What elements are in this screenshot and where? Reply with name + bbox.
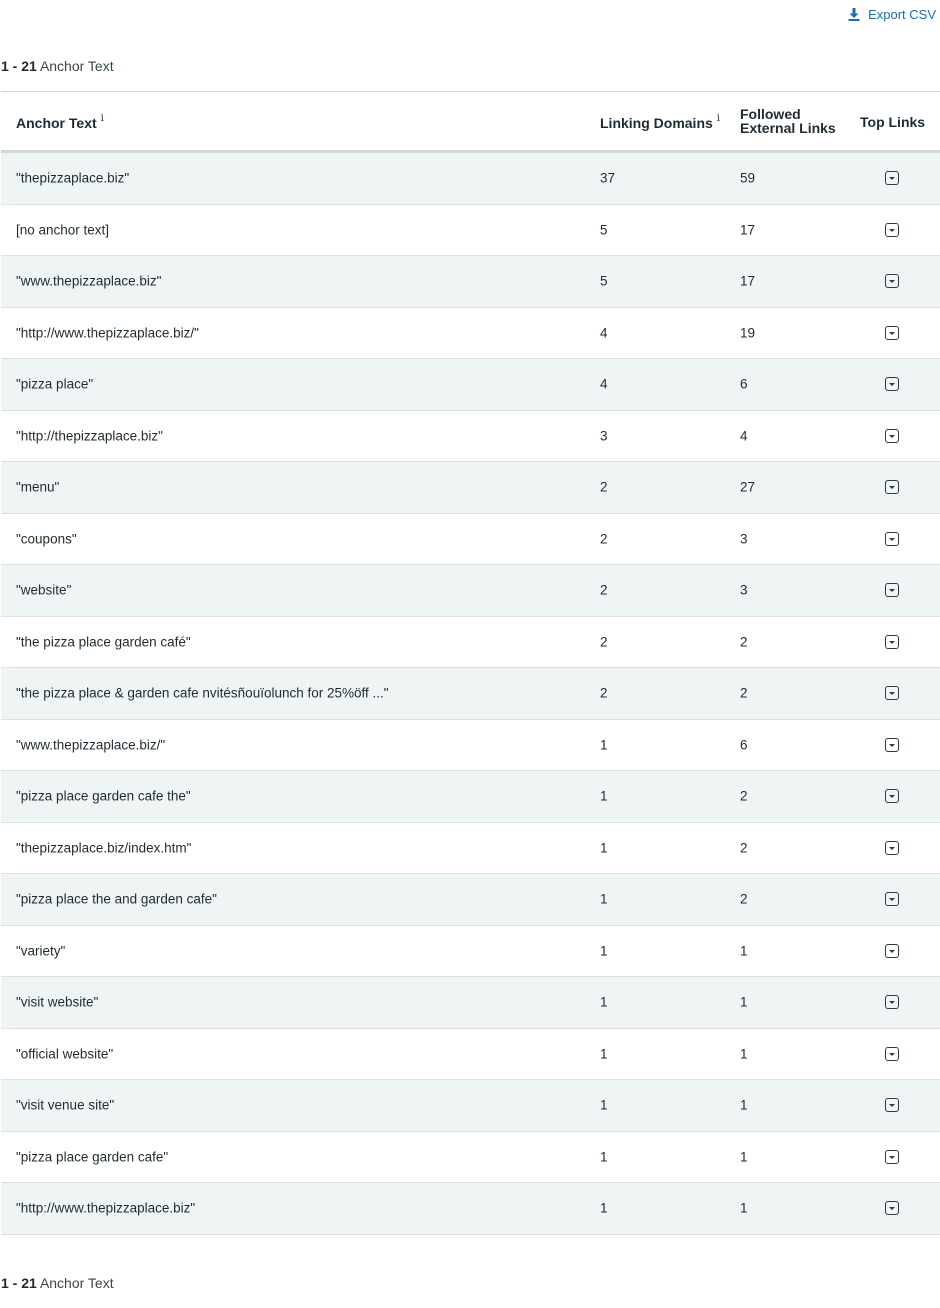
followed-links-cell: 1 xyxy=(740,994,748,1010)
table-row xyxy=(1,720,940,772)
top-links-expand-icon[interactable] xyxy=(885,223,899,237)
followed-links-cell: 4 xyxy=(740,428,748,444)
top-links-expand-icon[interactable] xyxy=(885,429,899,443)
followed-links-cell: 1 xyxy=(740,943,748,959)
top-links-expand-icon[interactable] xyxy=(885,1047,899,1061)
linking-domains-cell: 4 xyxy=(600,376,608,392)
followed-links-cell: 1 xyxy=(740,1149,748,1165)
table-row xyxy=(1,1080,940,1132)
anchor-text-cell: "www.thepizzaplace.biz/" xyxy=(16,737,166,753)
followed-links-cell: 17 xyxy=(740,273,756,289)
table-header xyxy=(1,92,940,153)
table-row xyxy=(1,462,940,514)
anchor-text-cell: "http://www.thepizzaplace.biz" xyxy=(16,1200,196,1216)
table-row xyxy=(1,1183,940,1235)
followed-links-cell: 27 xyxy=(740,479,756,495)
column-header-followed-line2: External Links xyxy=(740,120,836,136)
top-links-expand-icon[interactable] xyxy=(885,841,899,855)
linking-domains-cell: 5 xyxy=(600,273,608,289)
top-links-expand-icon[interactable] xyxy=(885,738,899,752)
linking-domains-cell: 5 xyxy=(600,222,608,238)
results-range-bottom xyxy=(1,1275,114,1291)
anchor-text-cell: "http://www.thepizzaplace.biz/" xyxy=(16,325,199,341)
anchor-text-table xyxy=(1,91,940,1235)
table-row xyxy=(1,771,940,823)
table-row xyxy=(1,153,940,205)
export-csv-label: Export CSV xyxy=(868,7,936,22)
table-row xyxy=(1,256,940,308)
followed-links-cell: 2 xyxy=(740,840,748,856)
table-row xyxy=(1,874,940,926)
followed-links-cell: 3 xyxy=(740,582,748,598)
linking-domains-cell: 2 xyxy=(600,479,608,495)
top-links-expand-icon[interactable] xyxy=(885,532,899,546)
table-row xyxy=(1,823,940,875)
top-links-expand-icon[interactable] xyxy=(885,1098,899,1112)
table-body xyxy=(1,153,940,1235)
followed-links-cell: 2 xyxy=(740,891,748,907)
anchor-text-cell: "pizza place garden cafe the" xyxy=(16,788,191,804)
range-numbers: 1 - 21 xyxy=(1,1275,37,1291)
anchor-text-cell: "www.thepizzaplace.biz" xyxy=(16,273,162,289)
top-links-expand-icon[interactable] xyxy=(885,274,899,288)
anchor-text-cell: "pizza place garden cafe" xyxy=(16,1149,169,1165)
table-row xyxy=(1,926,940,978)
table-row xyxy=(1,514,940,566)
followed-links-cell: 3 xyxy=(740,531,748,547)
anchor-text-cell: "the pizza place & garden cafe nvitésñouïolunch for 25%öff ..." xyxy=(16,685,389,701)
top-links-expand-icon[interactable] xyxy=(885,1150,899,1164)
linking-domains-cell: 1 xyxy=(600,840,608,856)
followed-links-cell: 19 xyxy=(740,325,756,341)
column-header-followed-line1: Followed xyxy=(740,106,801,122)
linking-domains-cell: 1 xyxy=(600,943,608,959)
export-csv-button[interactable] xyxy=(848,7,936,22)
column-header-anchor-text[interactable] xyxy=(16,115,104,131)
linking-domains-cell: 1 xyxy=(600,1097,608,1113)
table-row xyxy=(1,565,940,617)
followed-links-cell: 1 xyxy=(740,1046,748,1062)
download-icon xyxy=(848,8,860,21)
top-links-expand-icon[interactable] xyxy=(885,171,899,185)
top-links-expand-icon[interactable] xyxy=(885,1201,899,1215)
table-row xyxy=(1,411,940,463)
anchor-text-cell: "pizza place the and garden cafe" xyxy=(16,891,217,907)
linking-domains-cell: 1 xyxy=(600,788,608,804)
anchor-text-cell: "thepizzaplace.biz" xyxy=(16,170,130,186)
top-links-expand-icon[interactable] xyxy=(885,995,899,1009)
linking-domains-cell: 4 xyxy=(600,325,608,341)
top-links-expand-icon[interactable] xyxy=(885,583,899,597)
table-row xyxy=(1,617,940,669)
top-links-expand-icon[interactable] xyxy=(885,377,899,391)
anchor-text-cell: [no anchor text] xyxy=(16,222,110,238)
info-icon[interactable]: i xyxy=(716,113,720,124)
linking-domains-cell: 1 xyxy=(600,737,608,753)
followed-links-cell: 2 xyxy=(740,634,748,650)
top-links-expand-icon[interactable] xyxy=(885,944,899,958)
followed-links-cell: 1 xyxy=(740,1097,748,1113)
followed-links-cell: 17 xyxy=(740,222,756,238)
anchor-text-cell: "variety" xyxy=(16,943,66,959)
followed-links-cell: 2 xyxy=(740,788,748,804)
anchor-text-cell: "pizza place" xyxy=(16,376,94,392)
anchor-text-cell: "http://thepizzaplace.biz" xyxy=(16,428,163,444)
linking-domains-cell: 1 xyxy=(600,891,608,907)
linking-domains-cell: 2 xyxy=(600,685,608,701)
linking-domains-cell: 2 xyxy=(600,582,608,598)
linking-domains-cell: 3 xyxy=(600,428,608,444)
results-range-top xyxy=(1,58,114,74)
followed-links-cell: 2 xyxy=(740,685,748,701)
followed-links-cell: 6 xyxy=(740,376,748,392)
anchor-text-cell: "the pizza place garden café" xyxy=(16,634,191,650)
table-row xyxy=(1,668,940,720)
info-icon[interactable]: i xyxy=(100,113,104,124)
range-label: Anchor Text xyxy=(39,1275,114,1291)
top-links-expand-icon[interactable] xyxy=(885,635,899,649)
linking-domains-cell: 1 xyxy=(600,1046,608,1062)
anchor-text-cell: "visit venue site" xyxy=(16,1097,115,1113)
linking-domains-cell: 1 xyxy=(600,1149,608,1165)
linking-domains-cell: 2 xyxy=(600,531,608,547)
range-label: Anchor Text xyxy=(39,58,114,74)
anchor-text-cell: "coupons" xyxy=(16,531,77,547)
top-links-expand-icon[interactable] xyxy=(885,326,899,340)
table-row xyxy=(1,359,940,411)
column-header-top-links: Top Links xyxy=(860,114,926,130)
linking-domains-cell: 2 xyxy=(600,634,608,650)
followed-links-cell: 1 xyxy=(740,1200,748,1216)
followed-links-cell: 6 xyxy=(740,737,748,753)
top-links-expand-icon[interactable] xyxy=(885,892,899,906)
table-row xyxy=(1,308,940,360)
table-row xyxy=(1,977,940,1029)
linking-domains-cell: 1 xyxy=(600,1200,608,1216)
followed-links-cell: 59 xyxy=(740,170,756,186)
table-row xyxy=(1,1132,940,1184)
anchor-text-cell: "official website" xyxy=(16,1046,114,1062)
top-links-expand-icon[interactable] xyxy=(885,789,899,803)
table-row xyxy=(1,1029,940,1081)
anchor-text-cell: "thepizzaplace.biz/index.htm" xyxy=(16,840,192,856)
column-header-linking-domains[interactable] xyxy=(600,115,720,131)
top-links-expand-icon[interactable] xyxy=(885,480,899,494)
linking-domains-cell: 1 xyxy=(600,994,608,1010)
table-row xyxy=(1,205,940,257)
column-header-anchor-text-label: Anchor Text xyxy=(16,115,97,131)
range-numbers: 1 - 21 xyxy=(1,58,37,74)
linking-domains-cell: 37 xyxy=(600,170,616,186)
column-header-linking-domains-label: Linking Domains xyxy=(600,115,713,131)
anchor-text-cell: "visit website" xyxy=(16,994,99,1010)
anchor-text-cell: "menu" xyxy=(16,479,60,495)
top-links-expand-icon[interactable] xyxy=(885,686,899,700)
column-header-followed-external-links[interactable] xyxy=(740,107,836,135)
anchor-text-cell: "website" xyxy=(16,582,72,598)
